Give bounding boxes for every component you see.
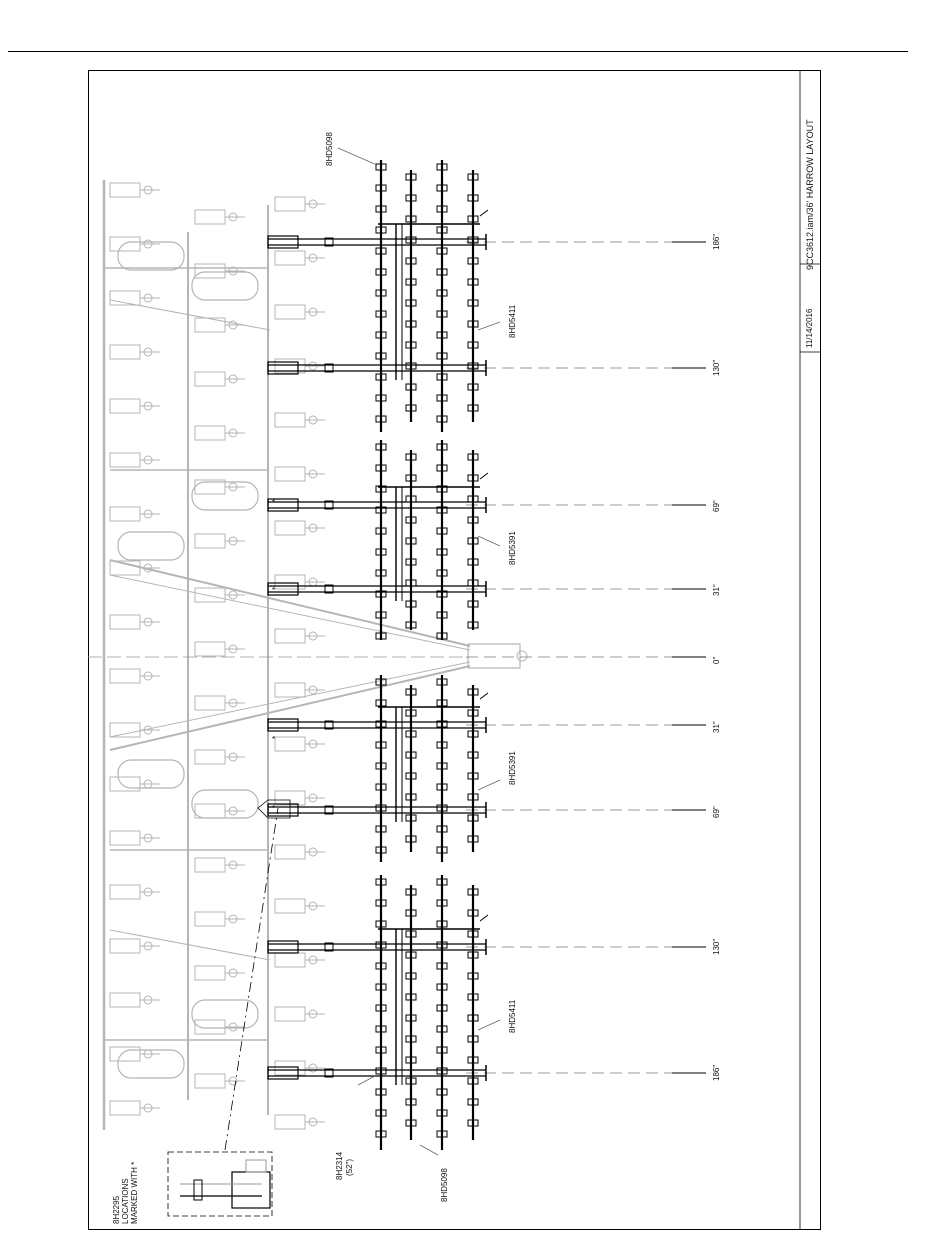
marker-asterisk: * xyxy=(271,586,280,590)
dimension-label: 69" xyxy=(712,500,721,512)
harrow-sections xyxy=(268,160,488,1150)
part-label: 8HD5411 xyxy=(508,999,517,1033)
part-label: 8HD5391 xyxy=(508,531,517,565)
dimension-label: 69" xyxy=(712,806,721,818)
dimension-label: 130" xyxy=(712,359,721,376)
marker-asterisk: * xyxy=(271,498,280,502)
marker-asterisk: * xyxy=(271,804,280,808)
dimension-label: 186" xyxy=(712,233,721,250)
dimension-label: 0" xyxy=(712,656,721,664)
dimension-label: 130" xyxy=(712,938,721,955)
dimension-lines xyxy=(88,242,706,1073)
part-label: 8H2314 xyxy=(335,1151,344,1180)
note-text: 8H2295 LOCATIONS MARKED WITH * xyxy=(112,1161,139,1224)
marker-asterisk: * xyxy=(271,735,280,739)
part-label: 8HD5098 xyxy=(440,1168,449,1202)
dimension-label: 31" xyxy=(712,721,721,733)
dimension-label: 31" xyxy=(712,584,721,596)
dimension-label: 186" xyxy=(712,1064,721,1081)
part-label: (52") xyxy=(345,1158,354,1176)
part-label: 8HD5391 xyxy=(508,751,517,785)
drawing-date: 11/14/2016 xyxy=(805,308,814,348)
callout-leaders xyxy=(225,148,500,1155)
tillage-frame-background xyxy=(104,180,527,1130)
drawing-title: 9CC3612.iam/36' HARROW LAYOUT xyxy=(805,119,815,270)
detail-view xyxy=(168,1152,272,1216)
part-label: 8HD5411 xyxy=(508,304,517,338)
part-label: 8HD5098 xyxy=(325,132,334,166)
